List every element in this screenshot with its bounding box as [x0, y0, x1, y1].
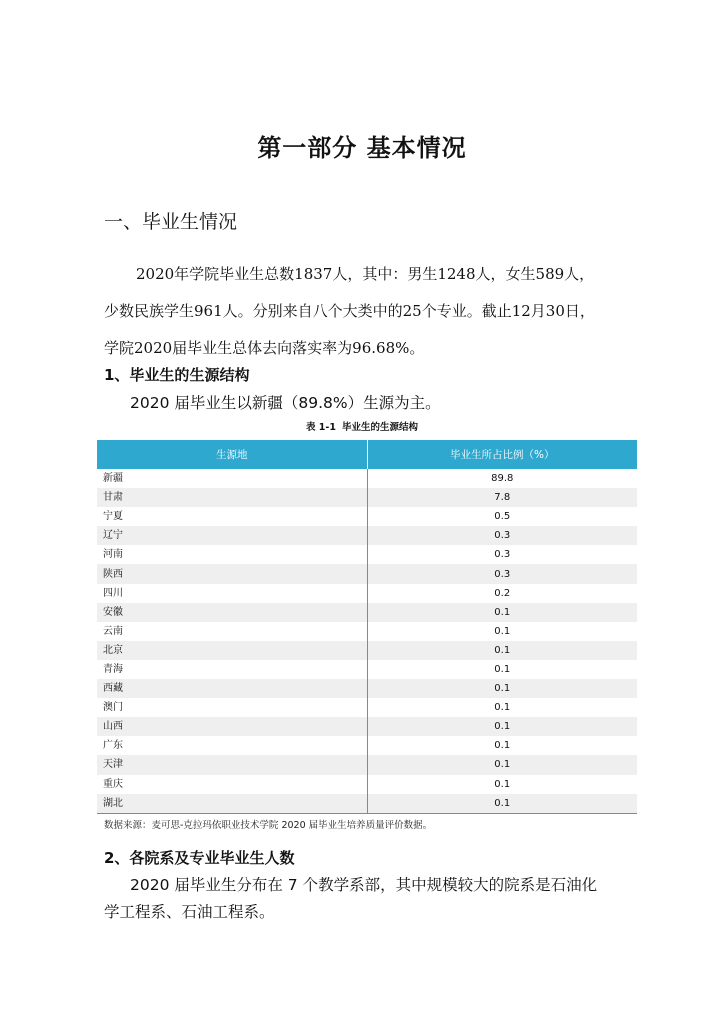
table-row — [97, 736, 637, 755]
percentage-cell: 0.2 — [367, 584, 637, 603]
percentage-cell: 0.1 — [367, 622, 637, 641]
table-row — [97, 717, 637, 736]
origin-cell: 安徽 — [97, 603, 367, 622]
percentage-cell: 0.1 — [367, 698, 637, 717]
source-structure-table — [97, 440, 637, 814]
table-row — [97, 603, 637, 622]
origin-cell: 澳门 — [103, 702, 123, 714]
table-row — [97, 622, 637, 641]
percentage-cell: 89.8 — [367, 469, 637, 488]
paragraph-line: 2020 届毕业生分布在 7 个教学系部，其中规模较大的院系是石油化 — [130, 876, 598, 894]
paragraph-line: 学院2020届毕业生总体去向落实率为96.68%。 — [104, 339, 425, 357]
table-caption — [0, 419, 724, 433]
table-caption-title: 毕业生的生源结构 — [341, 422, 418, 433]
paragraph-line: 少数民族学生961人。分别来自八个大类中的25个专业。截止12月30日， — [104, 302, 595, 320]
origin-cell: 云南 — [103, 625, 123, 637]
origin-cell: 四川 — [103, 587, 123, 599]
subsection-heading-source-structure: 1、毕业生的生源结构 — [104, 366, 250, 384]
percentage-cell: 0.3 — [367, 564, 637, 583]
origin-cell: 重庆 — [103, 778, 123, 790]
percentage-cell: 0.3 — [367, 526, 637, 545]
paragraph-line: 学工程系、石油工程系。 — [104, 903, 275, 921]
paragraph-line: 2020年学院毕业生总数1837人，其中：男生1248人，女生589人， — [136, 265, 595, 283]
percentage-cell: 0.5 — [367, 507, 637, 526]
column-header-origin: 生源地 — [97, 440, 367, 469]
percentage-cell: 0.1 — [367, 641, 637, 660]
table-row — [97, 469, 637, 488]
table-row — [97, 545, 637, 564]
origin-cell: 北京 — [97, 641, 367, 660]
table-row — [97, 698, 637, 717]
table-data-source-note: 数据来源：麦可思-克拉玛依职业技术学院 2020 届毕业生培养质量评价数据。 — [104, 820, 433, 831]
table-caption-number: 表 1-1 — [306, 422, 336, 433]
percentage-cell: 0.3 — [367, 545, 637, 564]
percentage-cell: 0.1 — [367, 775, 637, 794]
origin-cell: 青海 — [103, 663, 123, 675]
source-structure-intro: 2020 届毕业生以新疆（89.8%）生源为主。 — [130, 394, 441, 412]
origin-cell: 宁夏 — [103, 511, 123, 523]
percentage-cell: 0.1 — [367, 736, 637, 755]
table-row — [97, 584, 637, 603]
percentage-cell: 7.8 — [367, 488, 637, 507]
table-row — [97, 488, 637, 507]
graduates-summary-paragraph — [104, 256, 634, 367]
origin-cell: 山西 — [97, 717, 367, 736]
column-header-percentage: 毕业生所占比例（%） — [367, 440, 637, 469]
page-title: 第一部分 基本情况 — [257, 134, 467, 162]
origin-cell: 西藏 — [97, 679, 367, 698]
table-row — [97, 507, 637, 526]
table-row — [97, 755, 637, 774]
origin-cell: 湖北 — [97, 794, 367, 814]
origin-cell: 广东 — [103, 740, 123, 752]
table-header-row — [97, 440, 637, 469]
percentage-cell: 0.1 — [367, 603, 637, 622]
origin-cell: 甘肃 — [97, 488, 367, 507]
percentage-cell: 0.1 — [367, 717, 637, 736]
origin-cell: 陕西 — [97, 564, 367, 583]
percentage-cell: 0.1 — [367, 755, 637, 774]
table-row — [97, 679, 637, 698]
percentage-cell: 0.1 — [367, 679, 637, 698]
percentage-cell: 0.1 — [367, 794, 637, 814]
section-heading-graduates: 一、毕业生情况 — [104, 211, 238, 233]
table-row — [97, 794, 637, 814]
percentage-cell: 0.1 — [367, 660, 637, 679]
subsection-heading-departments: 2、各院系及专业毕业生人数 — [104, 849, 295, 867]
table-row — [97, 660, 637, 679]
origin-cell: 辽宁 — [97, 526, 367, 545]
table-row — [97, 775, 637, 794]
origin-cell: 新疆 — [103, 473, 123, 485]
origin-cell: 河南 — [103, 549, 123, 561]
table-row — [97, 526, 637, 545]
departments-paragraph — [104, 872, 644, 926]
table-row — [97, 564, 637, 583]
table-row — [97, 641, 637, 660]
origin-cell: 天津 — [97, 755, 367, 774]
